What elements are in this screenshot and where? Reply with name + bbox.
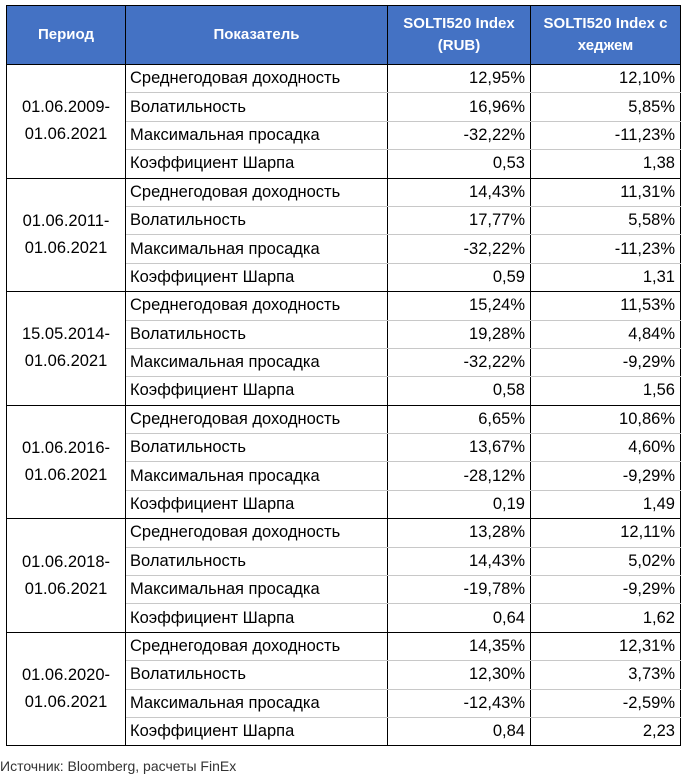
value-rub-cell: 12,30% (388, 661, 531, 689)
value-rub-cell: 0,53 (388, 150, 531, 178)
metric-name-cell: Волатильность (126, 206, 388, 234)
period-end: 01.06.2021 (24, 352, 108, 371)
period-start: 01.06.2009- (21, 98, 111, 117)
period-end: 01.06.2021 (24, 238, 108, 257)
value-hedged-cell: -11,23% (531, 121, 681, 149)
period-cell (7, 519, 126, 633)
metric-name-cell: Волатильность (126, 434, 388, 462)
period-start: 01.06.2018- (21, 552, 111, 571)
period-cell (7, 405, 126, 519)
value-rub-cell: 19,28% (388, 320, 531, 348)
period-group (7, 178, 681, 292)
metric-name-cell: Среднегодовая доходность (126, 292, 388, 320)
period-group (7, 519, 681, 633)
period-cell (7, 178, 126, 292)
value-hedged-cell: 1,56 (531, 377, 681, 405)
header-index-hedged: SOLTI520 Index с хеджем (531, 6, 681, 65)
metric-name-cell: Волатильность (126, 320, 388, 348)
metric-name-cell: Коэффициент Шарпа (126, 263, 388, 291)
source-note: Источник: Bloomberg, расчеты FinEx (0, 758, 237, 774)
header-row (7, 6, 681, 65)
value-rub-cell: 0,84 (388, 717, 531, 745)
value-rub-cell: 14,43% (388, 178, 531, 206)
value-hedged-cell: 1,31 (531, 263, 681, 291)
value-hedged-cell: -9,29% (531, 576, 681, 604)
table-row (7, 65, 681, 93)
value-hedged-cell: 5,02% (531, 547, 681, 575)
period-cell (7, 65, 126, 179)
value-rub-cell: 12,95% (388, 65, 531, 93)
table-header (7, 6, 681, 65)
period-cell (7, 632, 126, 746)
metric-name-cell: Максимальная просадка (126, 348, 388, 376)
header-period: Период (7, 6, 126, 65)
value-rub-cell: -19,78% (388, 576, 531, 604)
metric-name-cell: Максимальная просадка (126, 462, 388, 490)
metric-name-cell: Коэффициент Шарпа (126, 150, 388, 178)
period-group (7, 65, 681, 179)
value-hedged-cell: 11,53% (531, 292, 681, 320)
value-hedged-cell: 10,86% (531, 405, 681, 433)
value-hedged-cell: 11,31% (531, 178, 681, 206)
metric-name-cell: Коэффициент Шарпа (126, 604, 388, 632)
value-hedged-cell: 12,10% (531, 65, 681, 93)
metric-name-cell: Среднегодовая доходность (126, 519, 388, 547)
value-hedged-cell: -9,29% (531, 462, 681, 490)
value-rub-cell: 13,28% (388, 519, 531, 547)
period-start: 01.06.2020- (21, 666, 111, 685)
value-hedged-cell: -9,29% (531, 348, 681, 376)
value-hedged-cell: 3,73% (531, 661, 681, 689)
value-rub-cell: 0,19 (388, 490, 531, 518)
value-hedged-cell: 1,62 (531, 604, 681, 632)
value-rub-cell: 16,96% (388, 93, 531, 121)
metric-name-cell: Коэффициент Шарпа (126, 490, 388, 518)
table-row (7, 292, 681, 320)
metric-name-cell: Максимальная просадка (126, 576, 388, 604)
metric-name-cell: Коэффициент Шарпа (126, 717, 388, 745)
period-start: 01.06.2011- (22, 211, 110, 230)
performance-table (6, 5, 681, 746)
period-group (7, 292, 681, 406)
metric-name-cell: Волатильность (126, 661, 388, 689)
metric-name-cell: Волатильность (126, 93, 388, 121)
value-rub-cell: 0,58 (388, 377, 531, 405)
value-hedged-cell: 1,38 (531, 150, 681, 178)
value-hedged-cell: 4,84% (531, 320, 681, 348)
metric-name-cell: Среднегодовая доходность (126, 178, 388, 206)
value-hedged-cell: 4,60% (531, 434, 681, 462)
value-rub-cell: -28,12% (388, 462, 531, 490)
value-rub-cell: -32,22% (388, 235, 531, 263)
table-row (7, 405, 681, 433)
header-metric: Показатель (126, 6, 388, 65)
value-hedged-cell: 12,31% (531, 632, 681, 660)
metric-name-cell: Среднегодовая доходность (126, 405, 388, 433)
metric-name-cell: Максимальная просадка (126, 121, 388, 149)
value-rub-cell: 6,65% (388, 405, 531, 433)
period-cell (7, 292, 126, 406)
value-hedged-cell: -11,23% (531, 235, 681, 263)
value-hedged-cell: 12,11% (531, 519, 681, 547)
value-hedged-cell: 1,49 (531, 490, 681, 518)
table-row (7, 632, 681, 660)
metric-name-cell: Максимальная просадка (126, 689, 388, 717)
header-index-rub: SOLTI520 Index (RUB) (388, 6, 531, 65)
value-rub-cell: 17,77% (388, 206, 531, 234)
table-row (7, 519, 681, 547)
metric-name-cell: Среднегодовая доходность (126, 632, 388, 660)
value-hedged-cell: 5,58% (531, 206, 681, 234)
value-rub-cell: 13,67% (388, 434, 531, 462)
metric-name-cell: Коэффициент Шарпа (126, 377, 388, 405)
value-hedged-cell: 5,85% (531, 93, 681, 121)
period-start: 15.05.2014- (21, 325, 111, 344)
metric-name-cell: Волатильность (126, 547, 388, 575)
period-group (7, 632, 681, 746)
value-rub-cell: 0,64 (388, 604, 531, 632)
value-rub-cell: 14,43% (388, 547, 531, 575)
value-rub-cell: 15,24% (388, 292, 531, 320)
period-start: 01.06.2016- (21, 438, 111, 457)
value-hedged-cell: -2,59% (531, 689, 681, 717)
period-group (7, 405, 681, 519)
value-rub-cell: -12,43% (388, 689, 531, 717)
value-hedged-cell: 2,23 (531, 717, 681, 745)
period-end: 01.06.2021 (24, 125, 108, 144)
metric-name-cell: Максимальная просадка (126, 235, 388, 263)
period-end: 01.06.2021 (24, 579, 108, 598)
period-end: 01.06.2021 (24, 693, 108, 712)
table-row (7, 178, 681, 206)
period-end: 01.06.2021 (24, 465, 108, 484)
value-rub-cell: 0,59 (388, 263, 531, 291)
value-rub-cell: 14,35% (388, 632, 531, 660)
value-rub-cell: -32,22% (388, 121, 531, 149)
metric-name-cell: Среднегодовая доходность (126, 65, 388, 93)
value-rub-cell: -32,22% (388, 348, 531, 376)
